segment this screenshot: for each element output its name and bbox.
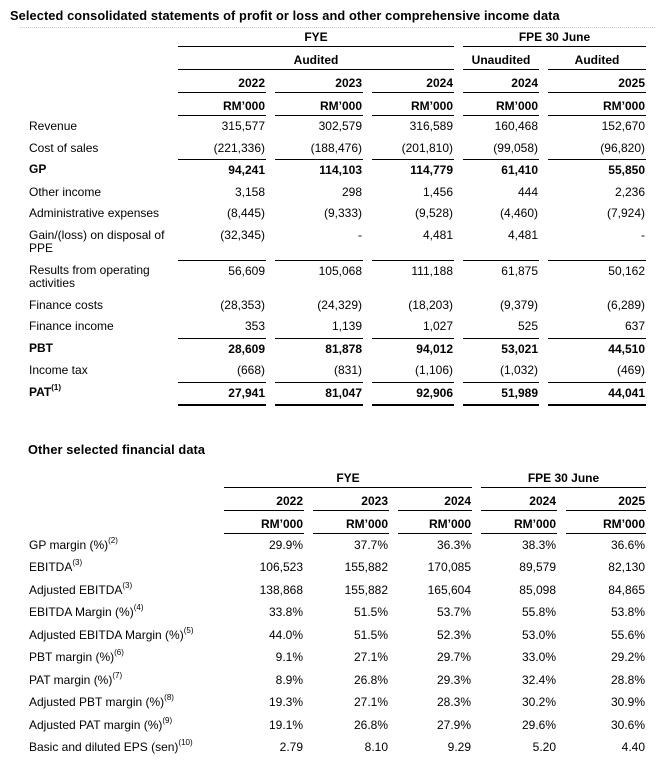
cell-value: 525 [517,319,538,333]
cell-value: 9.1% [275,650,303,664]
cell-value: 29.9% [268,537,303,552]
cell-value: 82,130 [608,560,645,574]
cell-value: 155,882 [344,582,388,597]
year-header: 2024 [372,70,454,93]
table-row [29,260,646,295]
section-title-profit-loss: Selected consolidated statements of profit or loss and other comprehensive income data [10,8,560,23]
cell-value: 32.4% [521,672,556,687]
cell-value: 26.8% [353,672,388,687]
cell-value: 29.2% [610,650,645,664]
cell-value: 51.5% [353,605,388,619]
cell-value: 52.3% [436,627,471,642]
cell-value: 85,098 [519,582,556,597]
unit-header: RM’000 [481,511,557,534]
col-group-fye: FYE [178,28,454,47]
cell-value: 4,481 [422,227,453,242]
col-group-fpe: FPE 30 June [481,469,646,488]
cell-value: 94,012 [372,338,454,361]
cell-value: 55,850 [548,159,646,182]
footnote-superscript: (2) [108,535,118,545]
unit-header: RM’000 [398,511,472,534]
cell-value: 138,868 [259,582,303,597]
cell-value: 114,779 [372,159,454,182]
cell-value: 315,577 [221,119,265,133]
spacer-cell [29,93,169,116]
cell-value: (469) [616,363,645,377]
footnote-superscript: (10) [178,738,193,747]
cell-value: 33.8% [268,605,303,619]
cell-value: 61,410 [463,159,539,182]
cell-value: (201,810) [401,140,453,155]
cell-value: 5.20 [532,740,556,754]
table-row [29,624,646,647]
cell-value: (9,528) [414,206,453,220]
footnote-superscript: (1) [51,382,61,392]
spacer-cell [29,70,169,93]
cell-value: 30.2% [521,695,556,709]
table-row [29,534,646,557]
cell-value: 152,670 [601,119,645,133]
cell-value: (32,345) [220,227,265,242]
cell-value: 33.0% [521,650,556,664]
table-row [29,579,646,602]
cell-value: (18,203) [408,297,453,312]
year-header: 2024 [481,488,557,511]
row-label: Adjusted PBT margin (%)$^{(8)}$ [29,693,174,709]
row-label: Finance costs [29,297,104,312]
cell-value: 444 [517,184,538,199]
cell-value: 302,579 [318,119,362,133]
cell-value: 55.6% [610,627,645,642]
table-row [29,203,646,225]
cell-value: 1,456 [422,184,453,199]
cell-value: 1,139 [331,319,362,333]
cell-value: 89,579 [519,560,556,574]
cell-value: 81,047 [275,382,363,407]
cell-value: 36.6% [610,537,645,552]
group-header-row [29,469,646,488]
section-title-other-data: Other selected financial data [28,442,206,457]
footnote-superscript: (7) [112,670,123,680]
table-row [29,225,646,260]
spacer-cell [29,47,169,70]
cell-value: 19.3% [268,695,303,709]
spacer-cell [29,488,215,511]
unit-header: RM’000 [275,93,363,116]
table-row [29,116,646,138]
row-label: GP [29,162,47,176]
footnote-superscript: (4) [133,603,144,612]
cell-value: 19.1% [268,717,303,732]
row-label: Cost of sales [29,140,99,155]
row-label: PBT [29,340,53,355]
cell-value: (221,336) [213,140,265,155]
cell-value: 3,158 [234,184,265,199]
cell-value: 44,510 [548,338,646,361]
table-row [29,316,646,338]
row-label: Income tax [29,363,88,377]
cell-value: 28.8% [610,672,645,687]
unit-header: RM’000 [178,93,266,116]
spacer-cell [29,511,215,534]
table-row [29,737,646,760]
row-label: Revenue [29,119,78,133]
col-group-fpe: FPE 30 June [463,28,646,47]
unit-header: RM’000 [566,511,646,534]
row-label: Adjusted EBITDA$^{(3)}$ [29,580,133,597]
table-row [29,647,646,670]
table-row [29,714,646,737]
audit-status-row [29,47,646,70]
footnote-superscript: (3) [72,558,83,567]
cell-value: 316,589 [409,119,453,133]
cell-value: 53.7% [436,605,471,619]
unit-header: RM’000 [548,93,646,116]
row-label: PAT$^{(1)}$ [29,382,61,399]
cell-value: 53.8% [610,605,645,619]
cell-value: 51.5% [353,627,388,642]
cell-value: - [358,227,362,242]
cell-value: 4.40 [621,740,645,754]
cell-value: 298 [341,184,362,199]
table-row [29,295,646,317]
cell-value: (6,289) [606,297,645,312]
cell-value: 92,906 [372,382,454,407]
row-label: EBITDA$^{(3)}$ [29,558,83,574]
cell-value: (8,445) [226,206,265,220]
cell-value: 28,609 [178,338,266,361]
cell-value: 160,468 [494,119,538,133]
cell-value: 27.1% [353,695,388,709]
cell-value: (24,329) [317,297,362,312]
cell-value: 9.29 [447,740,471,754]
profit-loss-table [20,27,655,406]
table-row [29,138,646,160]
cell-value: 55.8% [521,605,556,619]
cell-value: 170,085 [427,560,471,574]
year-header: 2022 [178,70,266,93]
unit-header: RM’000 [372,93,454,116]
cell-value: 29.3% [436,672,471,687]
cell-value: (96,820) [600,140,645,155]
footnote-superscript: (9) [162,715,173,725]
table-row [29,557,646,580]
footnote-superscript: (8) [164,693,174,702]
audit-status-unaudited: Unaudited [463,47,539,70]
cell-value: (99,058) [493,140,538,155]
unit-header-row [29,93,646,116]
table-row [29,692,646,715]
cell-value: 44.0% [268,627,303,642]
year-header: 2025 [548,70,646,93]
table-row [29,182,646,204]
year-header: 2024 [398,488,472,511]
cell-value: 28.3% [436,695,471,709]
cell-value: 26.8% [353,717,388,732]
row-label: Basic and diluted EPS (sen)$^{(10)}$ [29,738,193,754]
audit-status-audited-fye: Audited [178,47,454,70]
cell-value: 27.1% [353,650,388,664]
footnote-superscript: (3) [122,580,133,590]
cell-value: 29.7% [436,650,471,664]
other-financial-data-table [20,469,655,759]
cell-value: (9,379) [499,297,538,312]
cell-value: (7,924) [606,206,645,220]
footnote-superscript: (5) [183,625,194,635]
year-header: 2024 [463,70,539,93]
cell-value: 30.9% [610,695,645,709]
cell-value: 8.9% [275,672,303,687]
cell-value: 56,609 [178,260,266,295]
cell-value: (188,476) [310,140,362,155]
cell-value: (1,106) [414,363,453,377]
cell-value: 106,523 [259,560,303,574]
cell-value: 4,481 [507,227,538,242]
row-label: Adjusted PAT margin (%)$^{(9)}$ [29,715,173,732]
cell-value: 51,989 [463,382,539,407]
year-header: 2025 [566,488,646,511]
year-header: 2022 [224,488,304,511]
cell-value: 38.3% [521,537,556,552]
cell-value: 165,604 [427,582,471,597]
row-label: Other income [29,184,102,199]
cell-value: (1,032) [499,363,538,377]
unit-header: RM’000 [463,93,539,116]
cell-value: 53.0% [521,627,556,642]
col-group-fye: FYE [224,469,472,488]
cell-value: 81,878 [275,338,363,361]
row-label: Results from operating activities [29,262,150,290]
footnote-superscript: (6) [114,648,124,657]
unit-header-row [29,511,646,534]
cell-value: 27,941 [178,382,266,407]
row-label: PBT margin (%)$^{(6)}$ [29,648,124,664]
cell-value: 36.3% [436,537,471,552]
cell-value: 84,865 [608,582,645,597]
cell-value: 94,241 [178,159,266,182]
cell-value: 353 [244,319,265,333]
cell-value: 111,188 [372,260,454,295]
cell-value: 8.10 [364,740,388,754]
cell-value: 2,236 [614,184,645,199]
unit-header: RM’000 [224,511,304,534]
cell-value: 50,162 [548,260,646,295]
cell-value: 30.6% [610,717,645,732]
table-row [29,360,646,382]
table-row [29,338,646,361]
table-row [29,159,646,182]
spacer-cell [29,469,215,488]
row-label: GP margin (%)$^{(2)}$ [29,535,118,552]
table-row [29,382,646,407]
year-header: 2023 [313,488,389,511]
cell-value: - [641,227,645,242]
cell-value: 1,027 [422,319,453,333]
cell-value: 53,021 [463,338,539,361]
cell-value: (4,460) [499,206,538,220]
cell-value: 114,103 [275,159,363,182]
table-row [29,669,646,692]
cell-value: 105,068 [275,260,363,295]
cell-value: 2.79 [279,740,303,754]
year-header-row [29,70,646,93]
row-label: Adjusted EBITDA Margin (%)$^{(5)}$ [29,625,194,642]
cell-value: 155,882 [344,560,388,574]
cell-value: (28,353) [220,297,265,312]
row-label: PAT margin (%)$^{(7)}$ [29,670,123,687]
row-label: EBITDA Margin (%)$^{(4)}$ [29,603,144,619]
spacer-cell [29,28,169,47]
table-row [29,602,646,625]
cell-value: 44,041 [548,382,646,407]
cell-value: 37.7% [353,537,388,552]
audit-status-audited-fpe: Audited [548,47,646,70]
unit-header: RM’000 [313,511,389,534]
row-label: Finance income [29,319,114,333]
row-label: Gain/(loss) on disposal of PPE [29,227,165,255]
year-header-row [29,488,646,511]
cell-value: (9,333) [323,206,362,220]
cell-value: 61,875 [463,260,539,295]
year-header: 2023 [275,70,363,93]
cell-value: (668) [236,363,265,377]
cell-value: (831) [333,363,362,377]
cell-value: 637 [624,319,645,333]
cell-value: 29.6% [521,717,556,732]
row-label: Administrative expenses [29,206,160,220]
group-header-row [29,28,646,47]
cell-value: 27.9% [436,717,471,732]
